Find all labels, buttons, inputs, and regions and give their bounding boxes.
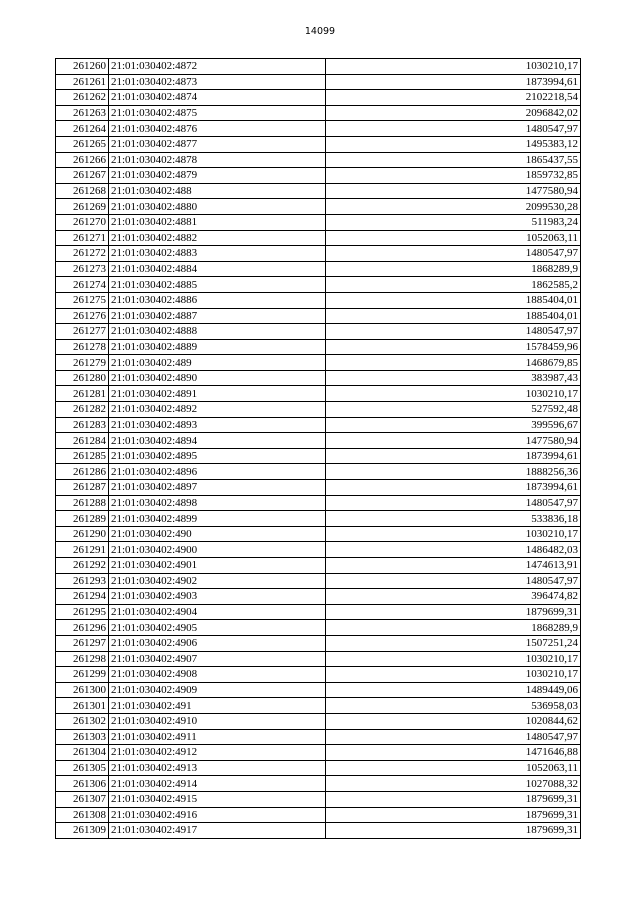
cadastral-number-cell: 21:01:030402:4878 — [109, 152, 326, 168]
cadastral-value-cell: 1885404,01 — [326, 292, 581, 308]
row-number-cell: 261296 — [56, 620, 109, 636]
table-row — [56, 230, 581, 246]
table-row — [56, 573, 581, 589]
row-number-cell: 261264 — [56, 121, 109, 137]
cadastral-number-cell: 21:01:030402:4908 — [109, 667, 326, 683]
cadastral-number-cell: 21:01:030402:4873 — [109, 74, 326, 90]
cadastral-number-cell: 21:01:030402:4917 — [109, 823, 326, 839]
row-number-cell: 261278 — [56, 339, 109, 355]
cadastral-value-cell: 1888256,36 — [326, 464, 581, 480]
row-number-cell: 261280 — [56, 370, 109, 386]
cadastral-number-cell: 21:01:030402:4888 — [109, 324, 326, 340]
cadastral-value-cell: 1027088,32 — [326, 776, 581, 792]
cadastral-value-cell: 1489449,06 — [326, 682, 581, 698]
row-number-cell: 261289 — [56, 511, 109, 527]
row-number-cell: 261287 — [56, 480, 109, 496]
cadastral-value-cell: 1480547,97 — [326, 495, 581, 511]
row-number-cell: 261262 — [56, 90, 109, 106]
cadastral-value-cell: 527592,48 — [326, 402, 581, 418]
table-row — [56, 292, 581, 308]
table-row — [56, 480, 581, 496]
cadastral-number-cell: 21:01:030402:4895 — [109, 448, 326, 464]
table-row — [56, 277, 581, 293]
table-row — [56, 168, 581, 184]
table-row — [56, 402, 581, 418]
cadastral-number-cell: 21:01:030402:4898 — [109, 495, 326, 511]
cadastral-number-cell: 21:01:030402:4905 — [109, 620, 326, 636]
cadastral-number-cell: 21:01:030402:4879 — [109, 168, 326, 184]
cadastral-number-cell: 21:01:030402:4903 — [109, 589, 326, 605]
row-number-cell: 261272 — [56, 246, 109, 262]
cadastral-number-cell: 21:01:030402:4892 — [109, 402, 326, 418]
cadastral-value-cell: 533836,18 — [326, 511, 581, 527]
cadastral-number-cell: 21:01:030402:4915 — [109, 791, 326, 807]
cadastral-value-cell: 1862585,2 — [326, 277, 581, 293]
row-number-cell: 261288 — [56, 495, 109, 511]
row-number-cell: 261309 — [56, 823, 109, 839]
table-row — [56, 729, 581, 745]
table-row — [56, 417, 581, 433]
table-row — [56, 464, 581, 480]
cadastral-value-cell: 1480547,97 — [326, 729, 581, 745]
cadastral-number-cell: 21:01:030402:4904 — [109, 604, 326, 620]
cadastral-value-cell: 1507251,24 — [326, 635, 581, 651]
cadastral-value-cell: 511983,24 — [326, 214, 581, 230]
row-number-cell: 261300 — [56, 682, 109, 698]
row-number-cell: 261299 — [56, 667, 109, 683]
cadastral-value-cell: 1468679,85 — [326, 355, 581, 371]
cadastral-value-cell: 1480547,97 — [326, 324, 581, 340]
cadastral-number-cell: 21:01:030402:4885 — [109, 277, 326, 293]
cadastral-value-cell: 2102218,54 — [326, 90, 581, 106]
cadastral-value-table — [55, 58, 581, 839]
row-number-cell: 261271 — [56, 230, 109, 246]
row-number-cell: 261283 — [56, 417, 109, 433]
cadastral-value-cell: 1480547,97 — [326, 573, 581, 589]
table-row — [56, 760, 581, 776]
cadastral-number-cell: 21:01:030402:4891 — [109, 386, 326, 402]
row-number-cell: 261279 — [56, 355, 109, 371]
cadastral-number-cell: 21:01:030402:4906 — [109, 635, 326, 651]
table-row — [56, 324, 581, 340]
table-row — [56, 713, 581, 729]
row-number-cell: 261281 — [56, 386, 109, 402]
table-row — [56, 121, 581, 137]
cadastral-value-cell: 1020844,62 — [326, 713, 581, 729]
row-number-cell: 261269 — [56, 199, 109, 215]
cadastral-number-cell: 21:01:030402:4909 — [109, 682, 326, 698]
cadastral-value-cell: 1885404,01 — [326, 308, 581, 324]
row-number-cell: 261276 — [56, 308, 109, 324]
table-row — [56, 136, 581, 152]
row-number-cell: 261290 — [56, 526, 109, 542]
table-row — [56, 791, 581, 807]
cadastral-value-cell: 1879699,31 — [326, 791, 581, 807]
row-number-cell: 261274 — [56, 277, 109, 293]
cadastral-number-cell: 21:01:030402:490 — [109, 526, 326, 542]
row-number-cell: 261263 — [56, 105, 109, 121]
cadastral-value-cell: 2099530,28 — [326, 199, 581, 215]
table-row — [56, 199, 581, 215]
row-number-cell: 261265 — [56, 136, 109, 152]
table-row — [56, 183, 581, 199]
cadastral-value-cell: 1868289,9 — [326, 620, 581, 636]
cadastral-number-cell: 21:01:030402:4889 — [109, 339, 326, 355]
cadastral-number-cell: 21:01:030402:4887 — [109, 308, 326, 324]
table-body — [56, 59, 581, 839]
cadastral-number-cell: 21:01:030402:4914 — [109, 776, 326, 792]
cadastral-number-cell: 21:01:030402:4907 — [109, 651, 326, 667]
cadastral-value-cell: 1030210,17 — [326, 526, 581, 542]
row-number-cell: 261277 — [56, 324, 109, 340]
table-row — [56, 682, 581, 698]
row-number-cell: 261302 — [56, 713, 109, 729]
table-row — [56, 448, 581, 464]
cadastral-number-cell: 21:01:030402:4890 — [109, 370, 326, 386]
table-row — [56, 105, 581, 121]
cadastral-number-cell: 21:01:030402:4910 — [109, 713, 326, 729]
row-number-cell: 261304 — [56, 745, 109, 761]
table-row — [56, 386, 581, 402]
table-row — [56, 776, 581, 792]
cadastral-value-cell: 1873994,61 — [326, 74, 581, 90]
cadastral-number-cell: 21:01:030402:4886 — [109, 292, 326, 308]
table-row — [56, 698, 581, 714]
table-row — [56, 214, 581, 230]
cadastral-number-cell: 21:01:030402:4899 — [109, 511, 326, 527]
cadastral-value-cell: 399596,67 — [326, 417, 581, 433]
cadastral-value-cell: 396474,82 — [326, 589, 581, 605]
row-number-cell: 261268 — [56, 183, 109, 199]
table-row — [56, 90, 581, 106]
cadastral-number-cell: 21:01:030402:4876 — [109, 121, 326, 137]
row-number-cell: 261294 — [56, 589, 109, 605]
table-row — [56, 261, 581, 277]
cadastral-number-cell: 21:01:030402:4880 — [109, 199, 326, 215]
row-number-cell: 261266 — [56, 152, 109, 168]
row-number-cell: 261284 — [56, 433, 109, 449]
cadastral-value-cell: 1480547,97 — [326, 121, 581, 137]
cadastral-value-cell: 536958,03 — [326, 698, 581, 714]
cadastral-value-cell: 1873994,61 — [326, 448, 581, 464]
table-row — [56, 823, 581, 839]
table-row — [56, 511, 581, 527]
cadastral-value-cell: 1495383,12 — [326, 136, 581, 152]
cadastral-number-cell: 21:01:030402:4881 — [109, 214, 326, 230]
row-number-cell: 261303 — [56, 729, 109, 745]
cadastral-number-cell: 21:01:030402:4913 — [109, 760, 326, 776]
cadastral-number-cell: 21:01:030402:4912 — [109, 745, 326, 761]
cadastral-value-cell: 1477580,94 — [326, 433, 581, 449]
row-number-cell: 261286 — [56, 464, 109, 480]
cadastral-value-cell: 1030210,17 — [326, 386, 581, 402]
table-row — [56, 620, 581, 636]
cadastral-value-cell: 1859732,85 — [326, 168, 581, 184]
table-row — [56, 355, 581, 371]
cadastral-value-cell: 1879699,31 — [326, 823, 581, 839]
cadastral-number-cell: 21:01:030402:4874 — [109, 90, 326, 106]
cadastral-number-cell: 21:01:030402:491 — [109, 698, 326, 714]
table-row — [56, 339, 581, 355]
table-row — [56, 745, 581, 761]
cadastral-value-cell: 1030210,17 — [326, 667, 581, 683]
cadastral-number-cell: 21:01:030402:4897 — [109, 480, 326, 496]
row-number-cell: 261293 — [56, 573, 109, 589]
table-row — [56, 370, 581, 386]
table-row — [56, 542, 581, 558]
row-number-cell: 261308 — [56, 807, 109, 823]
row-number-cell: 261270 — [56, 214, 109, 230]
cadastral-number-cell: 21:01:030402:488 — [109, 183, 326, 199]
cadastral-number-cell: 21:01:030402:4875 — [109, 105, 326, 121]
cadastral-value-cell: 1486482,03 — [326, 542, 581, 558]
row-number-cell: 261267 — [56, 168, 109, 184]
table-row — [56, 526, 581, 542]
cadastral-number-cell: 21:01:030402:4872 — [109, 59, 326, 75]
cadastral-number-cell: 21:01:030402:4894 — [109, 433, 326, 449]
cadastral-number-cell: 21:01:030402:489 — [109, 355, 326, 371]
row-number-cell: 261306 — [56, 776, 109, 792]
cadastral-value-cell: 1471646,88 — [326, 745, 581, 761]
table-row — [56, 558, 581, 574]
row-number-cell: 261298 — [56, 651, 109, 667]
row-number-cell: 261261 — [56, 74, 109, 90]
cadastral-value-cell: 1879699,31 — [326, 604, 581, 620]
cadastral-number-cell: 21:01:030402:4896 — [109, 464, 326, 480]
row-number-cell: 261275 — [56, 292, 109, 308]
row-number-cell: 261301 — [56, 698, 109, 714]
cadastral-number-cell: 21:01:030402:4877 — [109, 136, 326, 152]
table-row — [56, 246, 581, 262]
cadastral-value-cell: 1030210,17 — [326, 59, 581, 75]
cadastral-number-cell: 21:01:030402:4911 — [109, 729, 326, 745]
cadastral-number-cell: 21:01:030402:4902 — [109, 573, 326, 589]
cadastral-value-cell: 1879699,31 — [326, 807, 581, 823]
cadastral-value-cell: 1480547,97 — [326, 246, 581, 262]
table-row — [56, 308, 581, 324]
cadastral-number-cell: 21:01:030402:4882 — [109, 230, 326, 246]
cadastral-number-cell: 21:01:030402:4900 — [109, 542, 326, 558]
cadastral-value-cell: 1474613,91 — [326, 558, 581, 574]
cadastral-value-cell: 1052063,11 — [326, 760, 581, 776]
table-row — [56, 667, 581, 683]
cadastral-number-cell: 21:01:030402:4884 — [109, 261, 326, 277]
table-row — [56, 807, 581, 823]
table-row — [56, 74, 581, 90]
table-row — [56, 589, 581, 605]
cadastral-value-cell: 1578459,96 — [326, 339, 581, 355]
page-number: 14099 — [304, 26, 336, 37]
row-number-cell: 261273 — [56, 261, 109, 277]
row-number-cell: 261291 — [56, 542, 109, 558]
row-number-cell: 261295 — [56, 604, 109, 620]
cadastral-number-cell: 21:01:030402:4893 — [109, 417, 326, 433]
cadastral-value-cell: 383987,43 — [326, 370, 581, 386]
cadastral-value-cell: 2096842,02 — [326, 105, 581, 121]
cadastral-value-cell: 1865437,55 — [326, 152, 581, 168]
cadastral-value-cell: 1873994,61 — [326, 480, 581, 496]
row-number-cell: 261297 — [56, 635, 109, 651]
cadastral-number-cell: 21:01:030402:4883 — [109, 246, 326, 262]
table-row — [56, 152, 581, 168]
table-row — [56, 495, 581, 511]
cadastral-number-cell: 21:01:030402:4916 — [109, 807, 326, 823]
row-number-cell: 261282 — [56, 402, 109, 418]
table-row — [56, 59, 581, 75]
row-number-cell: 261307 — [56, 791, 109, 807]
cadastral-value-cell: 1477580,94 — [326, 183, 581, 199]
row-number-cell: 261260 — [56, 59, 109, 75]
table-row — [56, 604, 581, 620]
cadastral-value-cell: 1030210,17 — [326, 651, 581, 667]
cadastral-number-cell: 21:01:030402:4901 — [109, 558, 326, 574]
cadastral-value-cell: 1052063,11 — [326, 230, 581, 246]
row-number-cell: 261305 — [56, 760, 109, 776]
table-row — [56, 635, 581, 651]
table-row — [56, 651, 581, 667]
row-number-cell: 261292 — [56, 558, 109, 574]
table-row — [56, 433, 581, 449]
cadastral-value-cell: 1868289,9 — [326, 261, 581, 277]
row-number-cell: 261285 — [56, 448, 109, 464]
